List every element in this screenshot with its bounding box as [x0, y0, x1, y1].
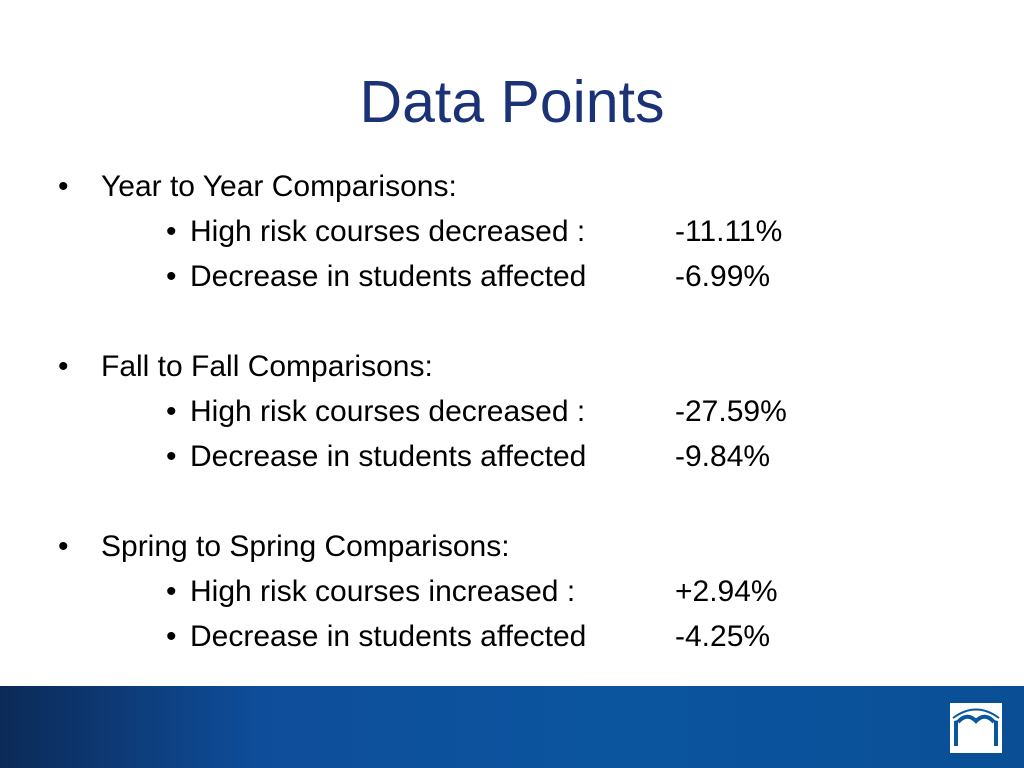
bullet-icon: • — [166, 260, 177, 293]
section-fall-to-fall — [58, 344, 958, 479]
section-heading-row — [58, 344, 958, 389]
list-item — [58, 614, 958, 659]
section-spring-to-spring — [58, 524, 958, 659]
section-heading-row — [58, 524, 958, 569]
section-heading: Spring to Spring Comparisons: — [101, 530, 510, 563]
item-label: Decrease in students affected — [190, 620, 587, 653]
bullet-icon: • — [58, 530, 69, 563]
item-label: Decrease in students affected — [190, 440, 587, 473]
bullet-icon: • — [166, 620, 177, 653]
item-value: -11.11% — [675, 215, 783, 248]
section-heading-row — [58, 164, 958, 209]
section-heading: Fall to Fall Comparisons: — [101, 350, 433, 383]
item-label: High risk courses decreased : — [190, 395, 586, 428]
bullet-icon: • — [58, 170, 69, 203]
footer-bar — [0, 686, 1024, 768]
list-item — [58, 569, 958, 614]
section-year-to-year — [58, 164, 958, 299]
item-label: High risk courses decreased : — [190, 215, 586, 248]
bullet-icon: • — [166, 440, 177, 473]
list-item — [58, 389, 958, 434]
bullet-icon: • — [166, 575, 177, 608]
list-item — [58, 254, 958, 299]
section-heading: Year to Year Comparisons: — [101, 170, 457, 203]
slide-content — [58, 164, 958, 704]
bullet-icon: • — [166, 215, 177, 248]
list-item — [58, 209, 958, 254]
bullet-icon: • — [58, 350, 69, 383]
list-item — [58, 434, 958, 479]
item-value: -4.25% — [675, 620, 771, 653]
item-value: -9.84% — [675, 440, 771, 473]
slide-title: Data Points — [359, 69, 665, 135]
item-value: +2.94% — [675, 575, 778, 608]
item-value: -6.99% — [675, 260, 771, 293]
item-label: Decrease in students affected — [190, 260, 587, 293]
bullet-icon: • — [166, 395, 177, 428]
arch-logo-icon — [950, 703, 1002, 753]
item-value: -27.59% — [675, 395, 787, 428]
item-label: High risk courses increased : — [190, 575, 576, 608]
